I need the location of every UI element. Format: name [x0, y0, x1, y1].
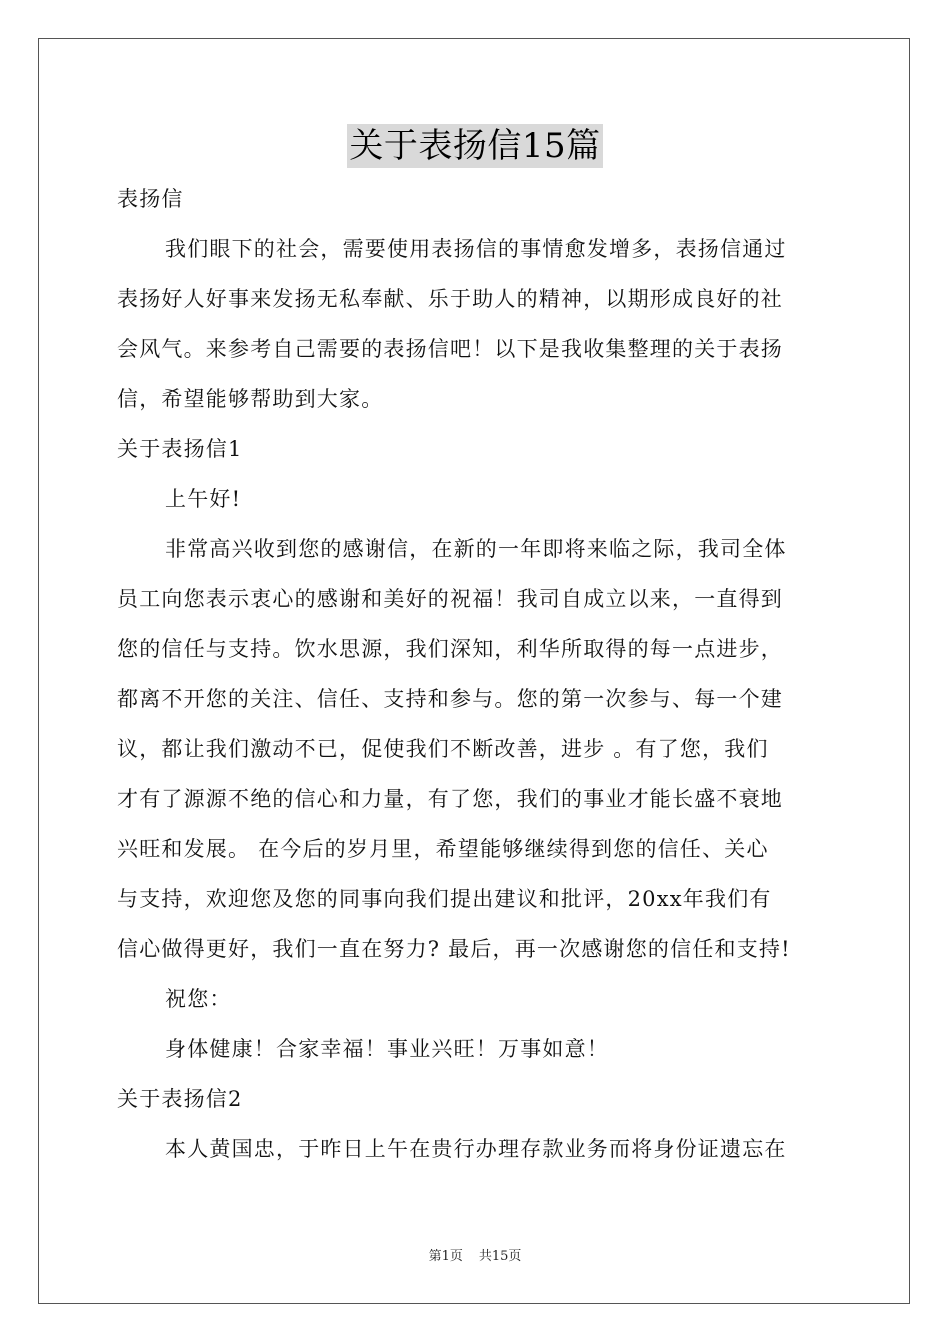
- closing-line: 祝您：: [165, 987, 232, 1011]
- paragraph-line: 议，都让我们激动不已，促使我们不断改善，进步 。有了您，我们: [117, 737, 769, 761]
- closing-wishes: 身体健康！合家幸福！事业兴旺！万事如意！: [165, 1037, 609, 1061]
- paragraph-line: 表扬好人好事来发扬无私奉献、乐于助人的精神，以期形成良好的社: [117, 287, 783, 311]
- section-heading: 关于表扬信2: [117, 1087, 243, 1111]
- title-container: [0, 124, 950, 168]
- page-number: 第1页: [428, 1249, 463, 1264]
- greeting-line: 上午好!: [165, 487, 242, 511]
- page-border: [38, 38, 910, 1304]
- paragraph-line: 您的信任与支持。饮水思源，我们深知，利华所取得的每一点进步，: [117, 637, 783, 661]
- page-total: 共15页: [478, 1249, 522, 1264]
- paragraph-line: 信心做得更好，我们一直在努力? 最后，再一次感谢您的信任和支持!: [117, 937, 791, 961]
- document-title: 关于表扬信15篇: [349, 126, 601, 166]
- paragraph-line: 信，希望能够帮助到大家。: [117, 387, 384, 411]
- paragraph-line: 兴旺和发展。 在今后的岁月里，希望能够继续得到您的信任、关心: [117, 837, 769, 861]
- paragraph-line: 都离不开您的关注、信任、支持和参与。您的第一次参与、每一个建: [117, 687, 783, 711]
- paragraph-line: 本人黄国忠，于昨日上午在贵行办理存款业务而将身份证遗忘在: [165, 1137, 787, 1161]
- paragraph-line: 才有了源源不绝的信心和力量，有了您，我们的事业才能长盛不衰地: [117, 787, 783, 811]
- section-heading: 关于表扬信1: [117, 437, 243, 461]
- paragraph-line: 非常高兴收到您的感谢信，在新的一年即将来临之际，我司全体: [165, 537, 787, 561]
- paragraph-line: 我们眼下的社会，需要使用表扬信的事情愈发增多，表扬信通过: [165, 237, 787, 261]
- page-footer: [0, 1248, 950, 1266]
- paragraph-line: 员工向您表示衷心的感谢和美好的祝福！我司自成立以来，一直得到: [117, 587, 783, 611]
- paragraph-line: 与支持，欢迎您及您的同事向我们提出建议和批评，20xx年我们有: [117, 887, 772, 911]
- section-heading: 表扬信: [117, 187, 184, 211]
- paragraph-line: 会风气。来参考自己需要的表扬信吧！以下是我收集整理的关于表扬: [117, 337, 783, 361]
